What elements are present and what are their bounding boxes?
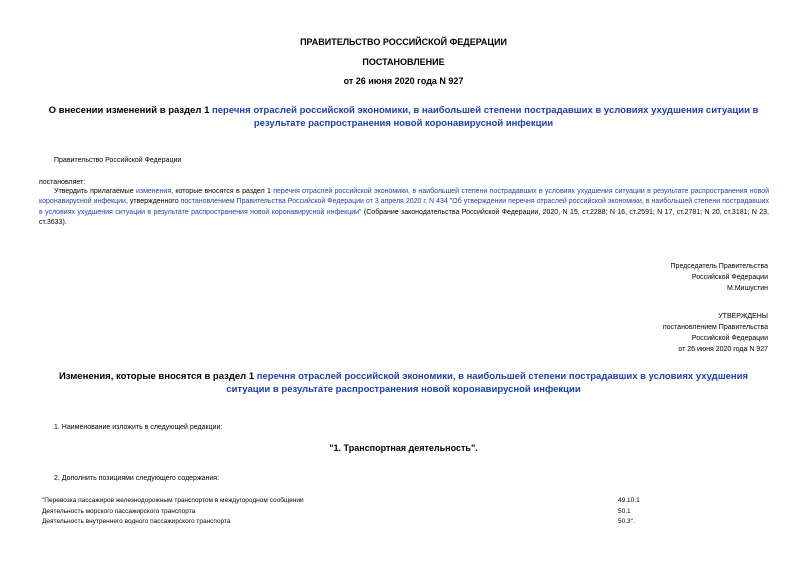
approved-block <box>663 311 768 355</box>
p1-text-2: , которые вносятся в раздел 1 <box>171 188 274 195</box>
changes-title <box>50 370 757 396</box>
signature-line-2: Российской Федерации <box>691 274 768 281</box>
p1-text-4: (Собрание законодательства Российской Федерации, 2020, N 15, ст.2288; N 16, ст.2591; N 17, ст.2781; N 20, ст.3181; N 23, ст.3633). <box>39 208 769 226</box>
approved-line-1: УТВЕРЖДЕНЫ <box>718 313 768 320</box>
item1-text: 1. Наименование изложить в следующей редакции: <box>54 424 223 431</box>
row-code: 50.1 <box>618 507 631 515</box>
header-date-number: от 26 июня 2020 года N 927 <box>343 76 464 86</box>
header-org: ПРАВИТЕЛЬСТВО РОССИЙСКОЙ ФЕДЕРАЦИИ <box>300 37 507 47</box>
row-name: "Перевозка пассажиров железнодорожным транспортом в междугородном сообщении <box>42 497 304 504</box>
row-code: 49.10.1 <box>618 497 640 504</box>
changes-title-prefix: Изменения, которые вносятся в раздел 1 <box>58 371 257 382</box>
table-row <box>42 507 772 518</box>
positions-table <box>42 496 772 528</box>
decrees-label: постановляет: <box>39 179 86 186</box>
row-name: Деятельность морского пассажирского транспорта <box>42 507 196 515</box>
item1-quote: "1. Транспортная деятельность". <box>329 443 478 453</box>
p1-text-3: , утвержденного <box>125 198 181 206</box>
title-link[interactable]: перечня отраслей российской экономики, в наибольшей степени пострадавших в условиях ухудшения ситуации в результате распространения новой коронавирусной инфекции <box>212 105 759 129</box>
paragraph-approve <box>39 187 769 228</box>
p1-text-1: Утвердить прилагаемые <box>54 188 136 195</box>
signature-line-3: М.Мишустин <box>726 285 768 292</box>
signature-block <box>671 261 768 294</box>
table-row <box>42 517 772 528</box>
approved-line-3: Российской Федерации <box>691 335 768 342</box>
row-code: 50.3". <box>618 518 635 525</box>
item2-text: 2. Дополнить позициями следующего содержания: <box>54 475 220 482</box>
approved-line-2: постановлением Правительства <box>662 324 768 331</box>
table-row <box>42 496 772 507</box>
approved-line-4: от 26 июня 2020 года N 927 <box>678 346 768 353</box>
signature-line-1: Председатель Правительства <box>670 263 768 270</box>
document-title <box>40 104 767 130</box>
p1-link-changes[interactable]: изменения <box>135 188 172 195</box>
p1-link-resolution[interactable]: постановлением Правительства Российской Федерации от 3 апреля 2020 г. N 434 "Об утверждении перечня отраслей российской экономики, в наибольшей степени пострадавших в условиях ухудшения ситуации в результате распространения новой коронавирусной инфекции" <box>39 198 769 216</box>
header-doc-type: ПОСТАНОВЛЕНИЕ <box>362 57 445 67</box>
government-label: Правительство Российской Федерации <box>54 157 182 164</box>
title-prefix: О внесении изменений в раздел 1 <box>48 105 213 116</box>
p1-link-list[interactable]: перечня отраслей российской экономики, в наибольшей степени пострадавших в условиях ухудшения ситуации в результате распространения новой коронавирусной инфекции <box>39 188 769 206</box>
row-name: Деятельность внутреннего водного пассажирского транспорта <box>42 518 231 525</box>
changes-title-link[interactable]: перечня отраслей российской экономики, в наибольшей степени пострадавших в условиях ухудшения ситуации в результате распространения новой коронавирусной инфекции <box>226 371 749 395</box>
